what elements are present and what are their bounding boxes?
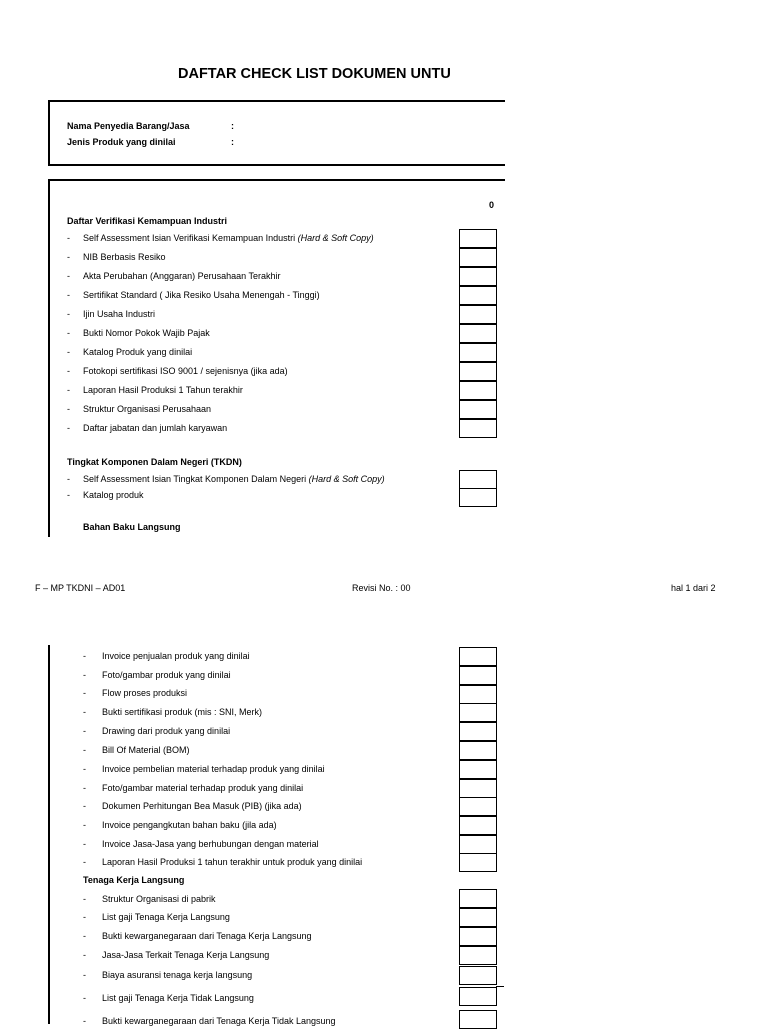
bullet-dash: -	[83, 894, 86, 904]
item-text: Fotokopi sertifikasi ISO 9001 / sejenisnya (jika ada)	[83, 366, 288, 376]
checkbox[interactable]	[459, 797, 497, 816]
checklist-item: Bukti kewarganegaraan dari Tenaga Kerja Langsung	[102, 931, 312, 941]
checkbox[interactable]	[459, 419, 497, 438]
revision-number: Revisi No. : 00	[352, 583, 411, 593]
page2-left-rule	[48, 645, 50, 1024]
checklist-item: Bill Of Material (BOM)	[102, 745, 190, 755]
section-title-tkdn: Tingkat Komponen Dalam Negeri (TKDN)	[67, 457, 242, 467]
checkbox[interactable]	[459, 381, 497, 400]
bullet-dash: -	[83, 783, 86, 793]
item-text: Self Assessment Isian Verifikasi Kemampuan Industri	[83, 233, 298, 243]
item-text: Bukti Nomor Pokok Wajib Pajak	[83, 328, 210, 338]
checkbox[interactable]	[459, 966, 497, 985]
checkbox[interactable]	[459, 835, 497, 854]
checkbox[interactable]	[459, 324, 497, 343]
bullet-dash: -	[67, 328, 70, 338]
checklist-item: Dokumen Perhitungan Bea Masuk (PIB) (jika ada)	[102, 801, 302, 811]
product-label: Jenis Produk yang dinilai	[67, 137, 176, 147]
bullet-dash: -	[67, 366, 70, 376]
checkbox[interactable]	[459, 470, 497, 489]
checklist-item	[83, 490, 144, 500]
checkbox[interactable]	[459, 853, 497, 872]
checkbox[interactable]	[459, 488, 497, 507]
checkbox[interactable]	[459, 722, 497, 741]
checkbox[interactable]	[459, 286, 497, 305]
bullet-dash: -	[83, 670, 86, 680]
bullet-dash: -	[83, 707, 86, 717]
bullet-dash: -	[67, 290, 70, 300]
item-note: (Hard & Soft Copy)	[308, 474, 385, 484]
checklist-item	[83, 366, 288, 376]
checkbox[interactable]	[459, 946, 497, 965]
checklist-item: List gaji Tenaga Kerja Tidak Langsung	[102, 993, 254, 1003]
checklist-top-rule	[48, 179, 505, 181]
form-code: F – MP TKDNI – AD01	[35, 583, 126, 593]
checklist-item	[83, 309, 155, 319]
checkbox[interactable]	[459, 927, 497, 946]
item-note: (Hard & Soft Copy)	[297, 233, 374, 243]
checklist-item: Invoice Jasa-Jasa yang berhubungan dengan material	[102, 839, 319, 849]
document-title: DAFTAR CHECK LIST DOKUMEN UNTU	[178, 66, 451, 82]
bullet-dash: -	[83, 745, 86, 755]
bullet-dash: -	[83, 857, 86, 867]
checklist-item	[83, 271, 280, 281]
bullet-dash: -	[67, 474, 70, 484]
item-text: Akta Perubahan (Anggaran) Perusahaan Terakhir	[83, 271, 281, 281]
bullet-dash: -	[67, 233, 70, 243]
checkbox[interactable]	[459, 741, 497, 760]
checkbox[interactable]	[459, 987, 497, 1006]
checklist-item: Flow proses produksi	[102, 688, 188, 698]
checkbox[interactable]	[459, 267, 497, 286]
item-text: Daftar jabatan dan jumlah karyawan	[83, 423, 228, 433]
checklist-item: Bukti sertifikasi produk (mis : SNI, Merk)	[102, 707, 263, 717]
bullet-dash: -	[83, 688, 86, 698]
bullet-dash: -	[83, 839, 86, 849]
checkbox[interactable]	[459, 400, 497, 419]
header-bottom-rule	[48, 164, 505, 166]
bullet-dash: -	[83, 820, 86, 830]
checklist-item	[83, 474, 385, 484]
checkbox[interactable]	[459, 362, 497, 381]
bullet-dash: -	[83, 993, 86, 1003]
bullet-dash: -	[83, 970, 86, 980]
checklist-item: List gaji Tenaga Kerja Langsung	[102, 912, 230, 922]
checkbox[interactable]	[459, 816, 497, 835]
page-number: hal 1 dari 2	[671, 583, 716, 593]
item-text: Katalog produk	[83, 490, 144, 500]
checklist-item: Invoice pembelian material terhadap produk yang dinilai	[102, 764, 325, 774]
checklist-item	[83, 290, 320, 300]
bullet-dash: -	[67, 423, 70, 433]
checklist-item	[83, 404, 211, 414]
checkbox[interactable]	[459, 779, 497, 798]
section-title-tenaga: Tenaga Kerja Langsung	[83, 875, 185, 885]
bullet-dash: -	[67, 271, 70, 281]
checkbox[interactable]	[459, 647, 497, 666]
bullet-dash: -	[83, 931, 86, 941]
tick-mark	[496, 986, 504, 987]
checklist-item	[83, 328, 210, 338]
checkbox[interactable]	[459, 889, 497, 908]
item-text: Laporan Hasil Produksi 1 Tahun terakhir	[83, 385, 243, 395]
bullet-dash: -	[83, 764, 86, 774]
checkbox[interactable]	[459, 666, 497, 685]
bullet-dash: -	[67, 385, 70, 395]
checklist-item: Foto/gambar material terhadap produk yang dinilai	[102, 783, 304, 793]
checkbox[interactable]	[459, 1010, 497, 1029]
vendor-label: Nama Penyedia Barang/Jasa	[67, 121, 190, 131]
checkbox[interactable]	[459, 305, 497, 324]
header-top-rule	[48, 100, 505, 102]
product-colon: :	[231, 137, 234, 147]
checkbox[interactable]	[459, 229, 497, 248]
bullet-dash: -	[67, 252, 70, 262]
checkbox[interactable]	[459, 685, 497, 704]
checklist-item: Struktur Organisasi di pabrik	[102, 894, 216, 904]
checklist-item: Biaya asuransi tenaga kerja langsung	[102, 970, 253, 980]
item-text: Self Assessment Isian Tingkat Komponen Dalam Negeri	[83, 474, 309, 484]
checkbox[interactable]	[459, 760, 497, 779]
checklist-item	[83, 385, 243, 395]
item-text: Katalog Produk yang dinilai	[83, 347, 193, 357]
bullet-dash: -	[83, 912, 86, 922]
item-text: Sertifikat Standard ( Jika Resiko Usaha Menengah - Tinggi)	[83, 290, 320, 300]
checklist-item: Laporan Hasil Produksi 1 tahun terakhir untuk produk yang dinilai	[102, 857, 363, 867]
checklist-item	[83, 252, 166, 262]
bullet-dash: -	[67, 490, 70, 500]
bullet-dash: -	[67, 347, 70, 357]
checkbox[interactable]	[459, 343, 497, 362]
checklist-item: Bukti kewarganegaraan dari Tenaga Kerja Tidak Langsung	[102, 1016, 336, 1026]
checklist-item: Jasa-Jasa Terkait Tenaga Kerja Langsung	[102, 950, 270, 960]
bullet-dash: -	[83, 726, 86, 736]
bullet-dash: -	[83, 801, 86, 811]
checklist-item: Invoice penjualan produk yang dinilai	[102, 651, 250, 661]
item-text: Struktur Organisasi Perusahaan	[83, 404, 212, 414]
header-left-rule	[48, 100, 50, 166]
checklist-item: Invoice pengangkutan bahan baku (jila ada)	[102, 820, 277, 830]
bullet-dash: -	[67, 309, 70, 319]
vendor-colon: :	[231, 121, 234, 131]
checklist-item	[83, 347, 192, 357]
checklist-item: Drawing dari produk yang dinilai	[102, 726, 231, 736]
checkbox[interactable]	[459, 703, 497, 722]
bullet-dash: -	[83, 1016, 86, 1026]
bullet-dash: -	[67, 404, 70, 414]
bullet-dash: -	[83, 950, 86, 960]
item-text: Ijin Usaha Industri	[83, 309, 156, 319]
column-value: 0	[489, 200, 495, 210]
subsection-bahan-baku: Bahan Baku Langsung	[83, 522, 181, 532]
checklist-item	[83, 423, 227, 433]
checkbox[interactable]	[459, 248, 497, 267]
checklist-left-rule	[48, 179, 50, 537]
checklist-item	[83, 233, 374, 243]
checklist-item: Foto/gambar produk yang dinilai	[102, 670, 231, 680]
section-title-verifikasi: Daftar Verifikasi Kemampuan Industri	[67, 216, 228, 226]
bullet-dash: -	[83, 651, 86, 661]
item-text: NIB Berbasis Resiko	[83, 252, 166, 262]
checkbox[interactable]	[459, 908, 497, 927]
